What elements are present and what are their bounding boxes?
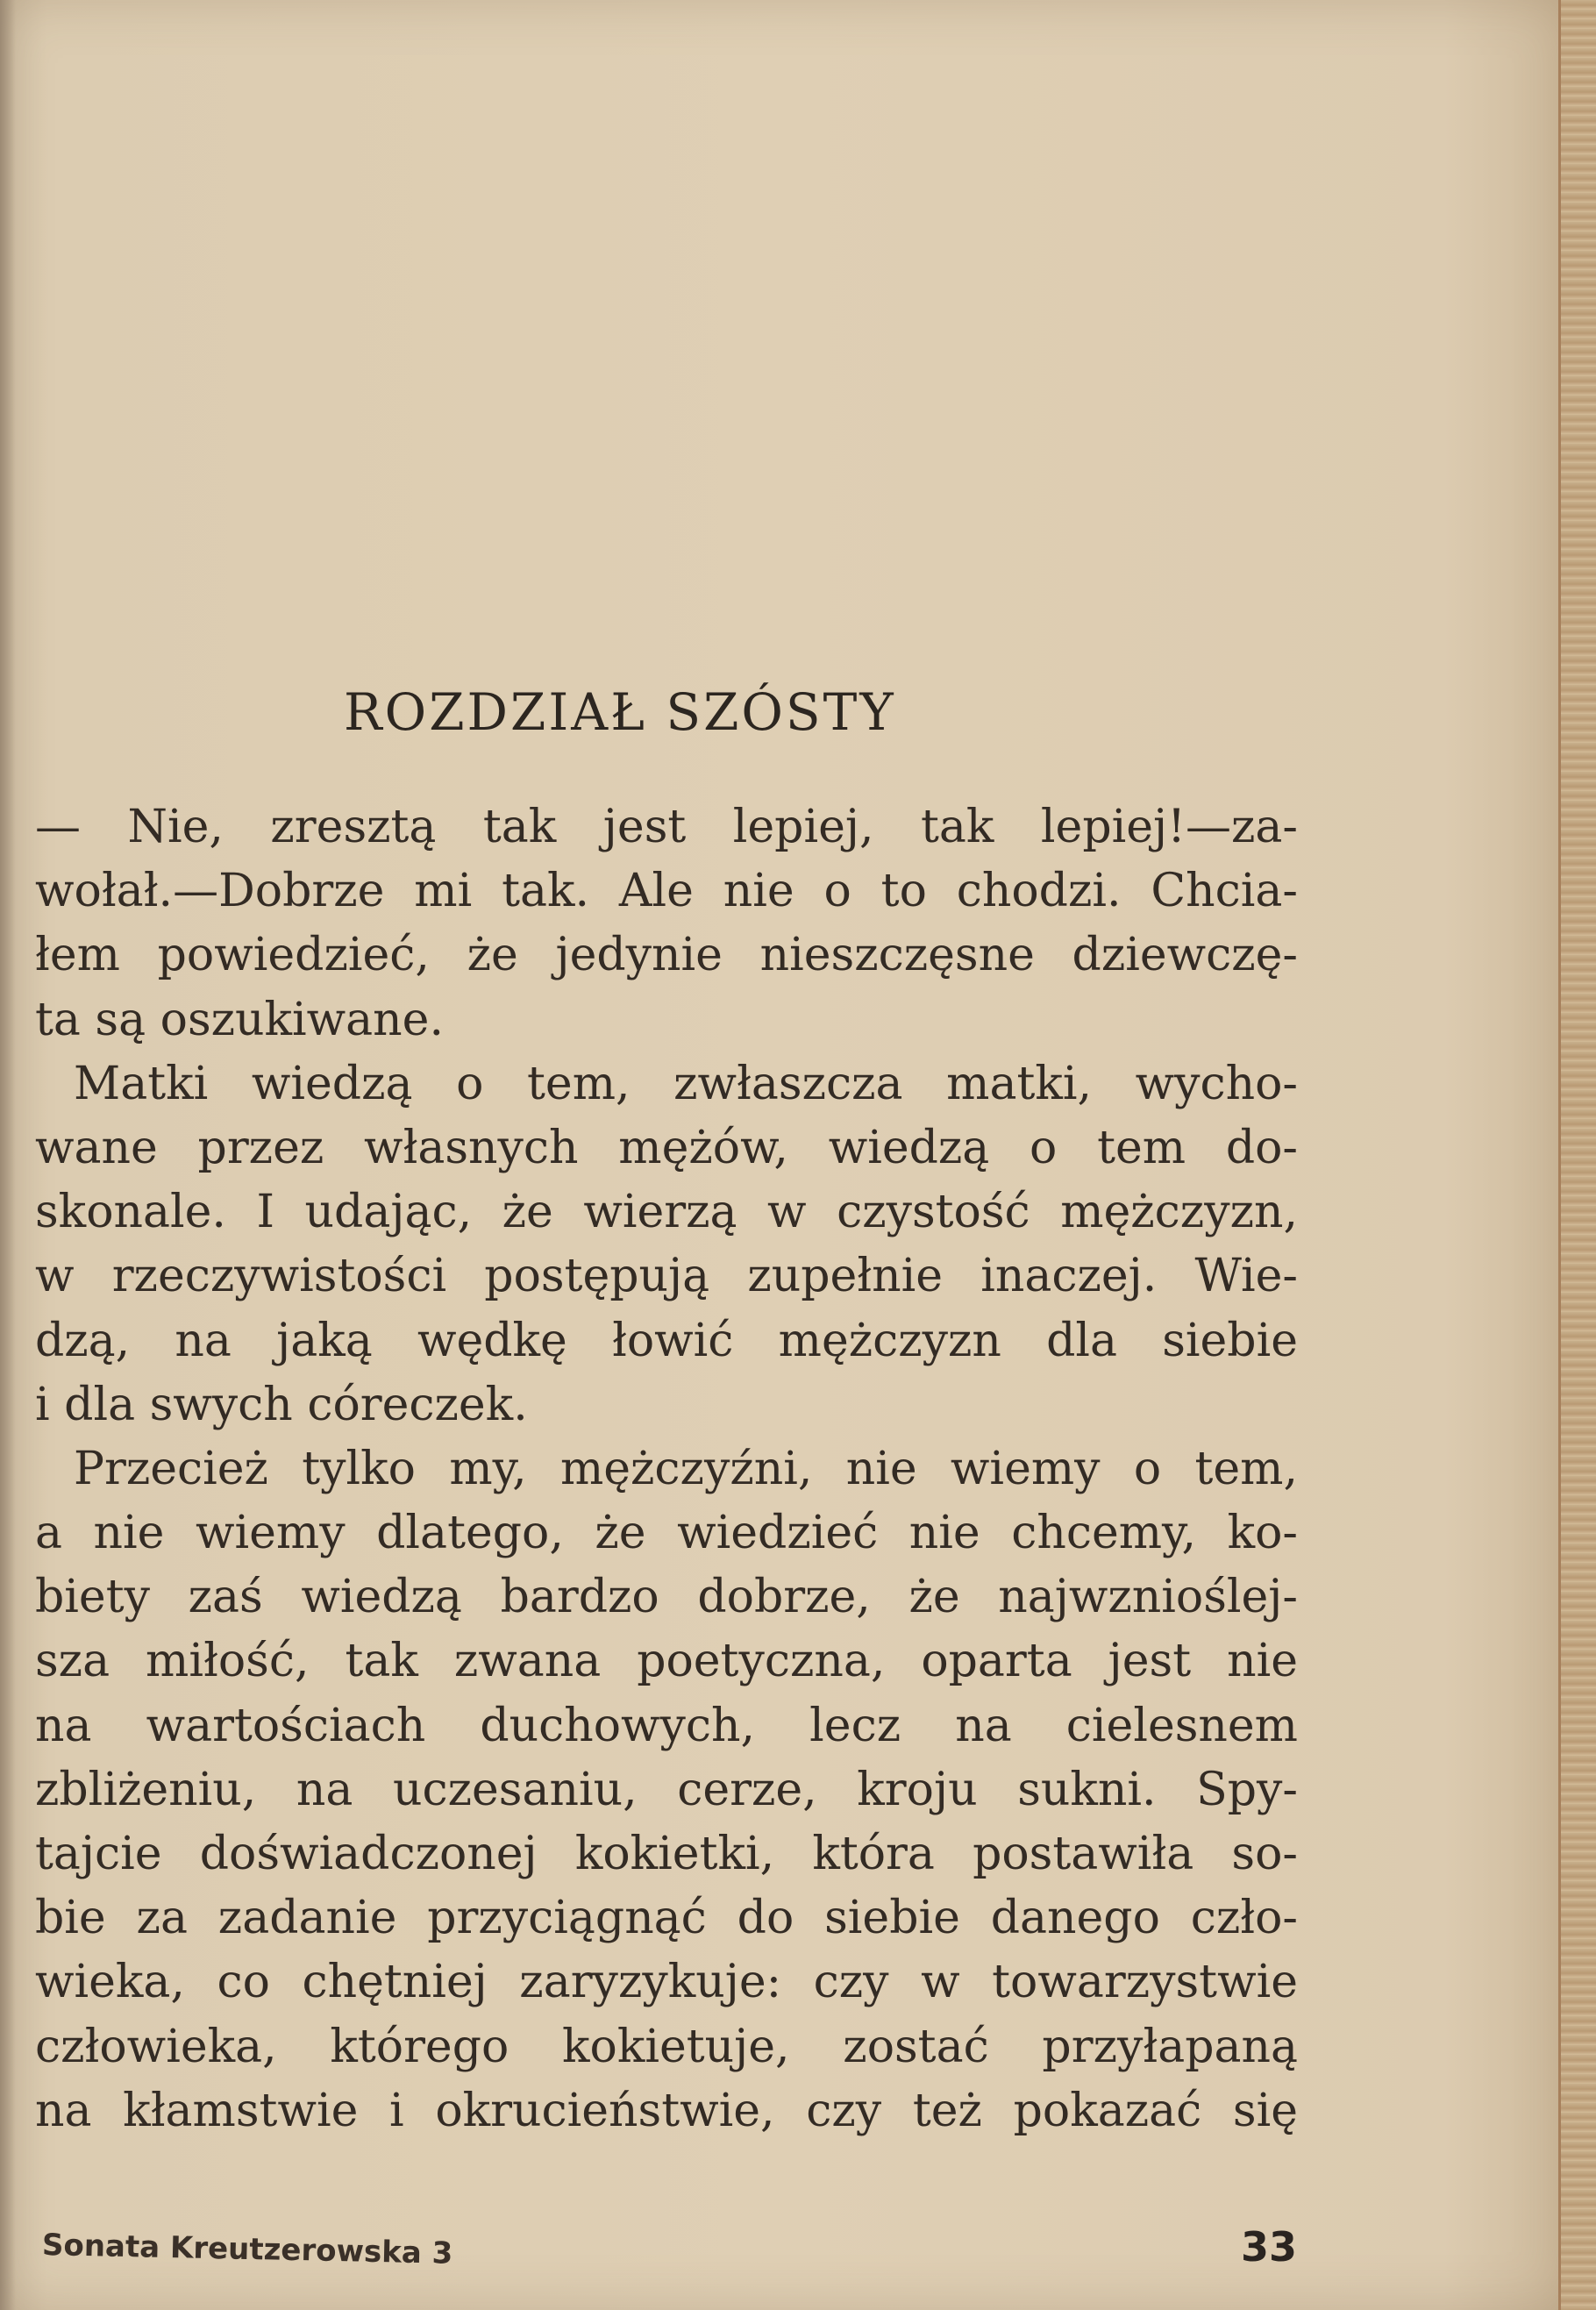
chapter-title: ROZDZIAŁ SZÓSTY (344, 682, 896, 742)
text-line: dzą, na jaką wędkę łowić mężczyzn dla siebie (35, 1314, 1298, 1367)
page-number: 33 (1241, 2223, 1298, 2271)
text-line: sza miłość, tak zwana poetyczna, oparta jest nie (35, 1635, 1298, 1688)
text-line: bie za zadanie przyciągnąć do siebie danego czło- (35, 1892, 1298, 1945)
text-line: biety zaś wiedzą bardzo dobrze, że najwznioślej- (35, 1571, 1298, 1624)
text-line: skonale. I udając, że wierzą w czystość mężczyzn, (35, 1186, 1298, 1239)
text-line: ta są oszukiwane. (35, 993, 444, 1046)
text-line: i dla swych córeczek. (35, 1378, 528, 1431)
printer-signature: Sonata Kreutzerowska 3 (41, 2228, 453, 2271)
text-line: tajcie doświadczonej kokietki, która postawiła so- (35, 1828, 1298, 1880)
text-line: w rzeczywistości postępują zupełnie inaczej. Wie- (35, 1250, 1298, 1303)
text-line: zbliżeniu, na uczesaniu, cerze, kroju sukni. Spy- (35, 1763, 1298, 1816)
text-line: na kłamstwie i okrucieństwie, czy też pokazać się (35, 2084, 1298, 2137)
text-line: — Nie, zresztą tak jest lepiej, tak lepiej!—za- (35, 801, 1298, 853)
text-line: na wartościach duchowych, lecz na cielesnem (35, 1699, 1298, 1752)
text-line: wieka, co chętniej zaryzykuje: czy w towarzystwie (35, 1956, 1298, 2009)
body-text (35, 795, 1298, 2143)
spine-shadow (0, 0, 16, 2310)
text-line: a nie wiemy dlatego, że wiedzieć nie chcemy, ko- (35, 1507, 1298, 1560)
text-line: wołał.—Dobrze mi tak. Ale nie o to chodzi. Chcia- (35, 865, 1298, 918)
text-line: Przecież tylko my, mężczyźni, nie wiemy o tem, (74, 1442, 1298, 1495)
page-edge (1558, 0, 1596, 2310)
text-line: człowieka, którego kokietuje, zostać przyłapaną (35, 2020, 1298, 2073)
text-line: Matki wiedzą o tem, zwłaszcza matki, wycho- (74, 1057, 1298, 1110)
text-line: łem powiedzieć, że jedynie nieszczęsne dziewczę- (35, 929, 1298, 982)
text-line: wane przez własnych mężów, wiedzą o tem do- (35, 1121, 1298, 1174)
